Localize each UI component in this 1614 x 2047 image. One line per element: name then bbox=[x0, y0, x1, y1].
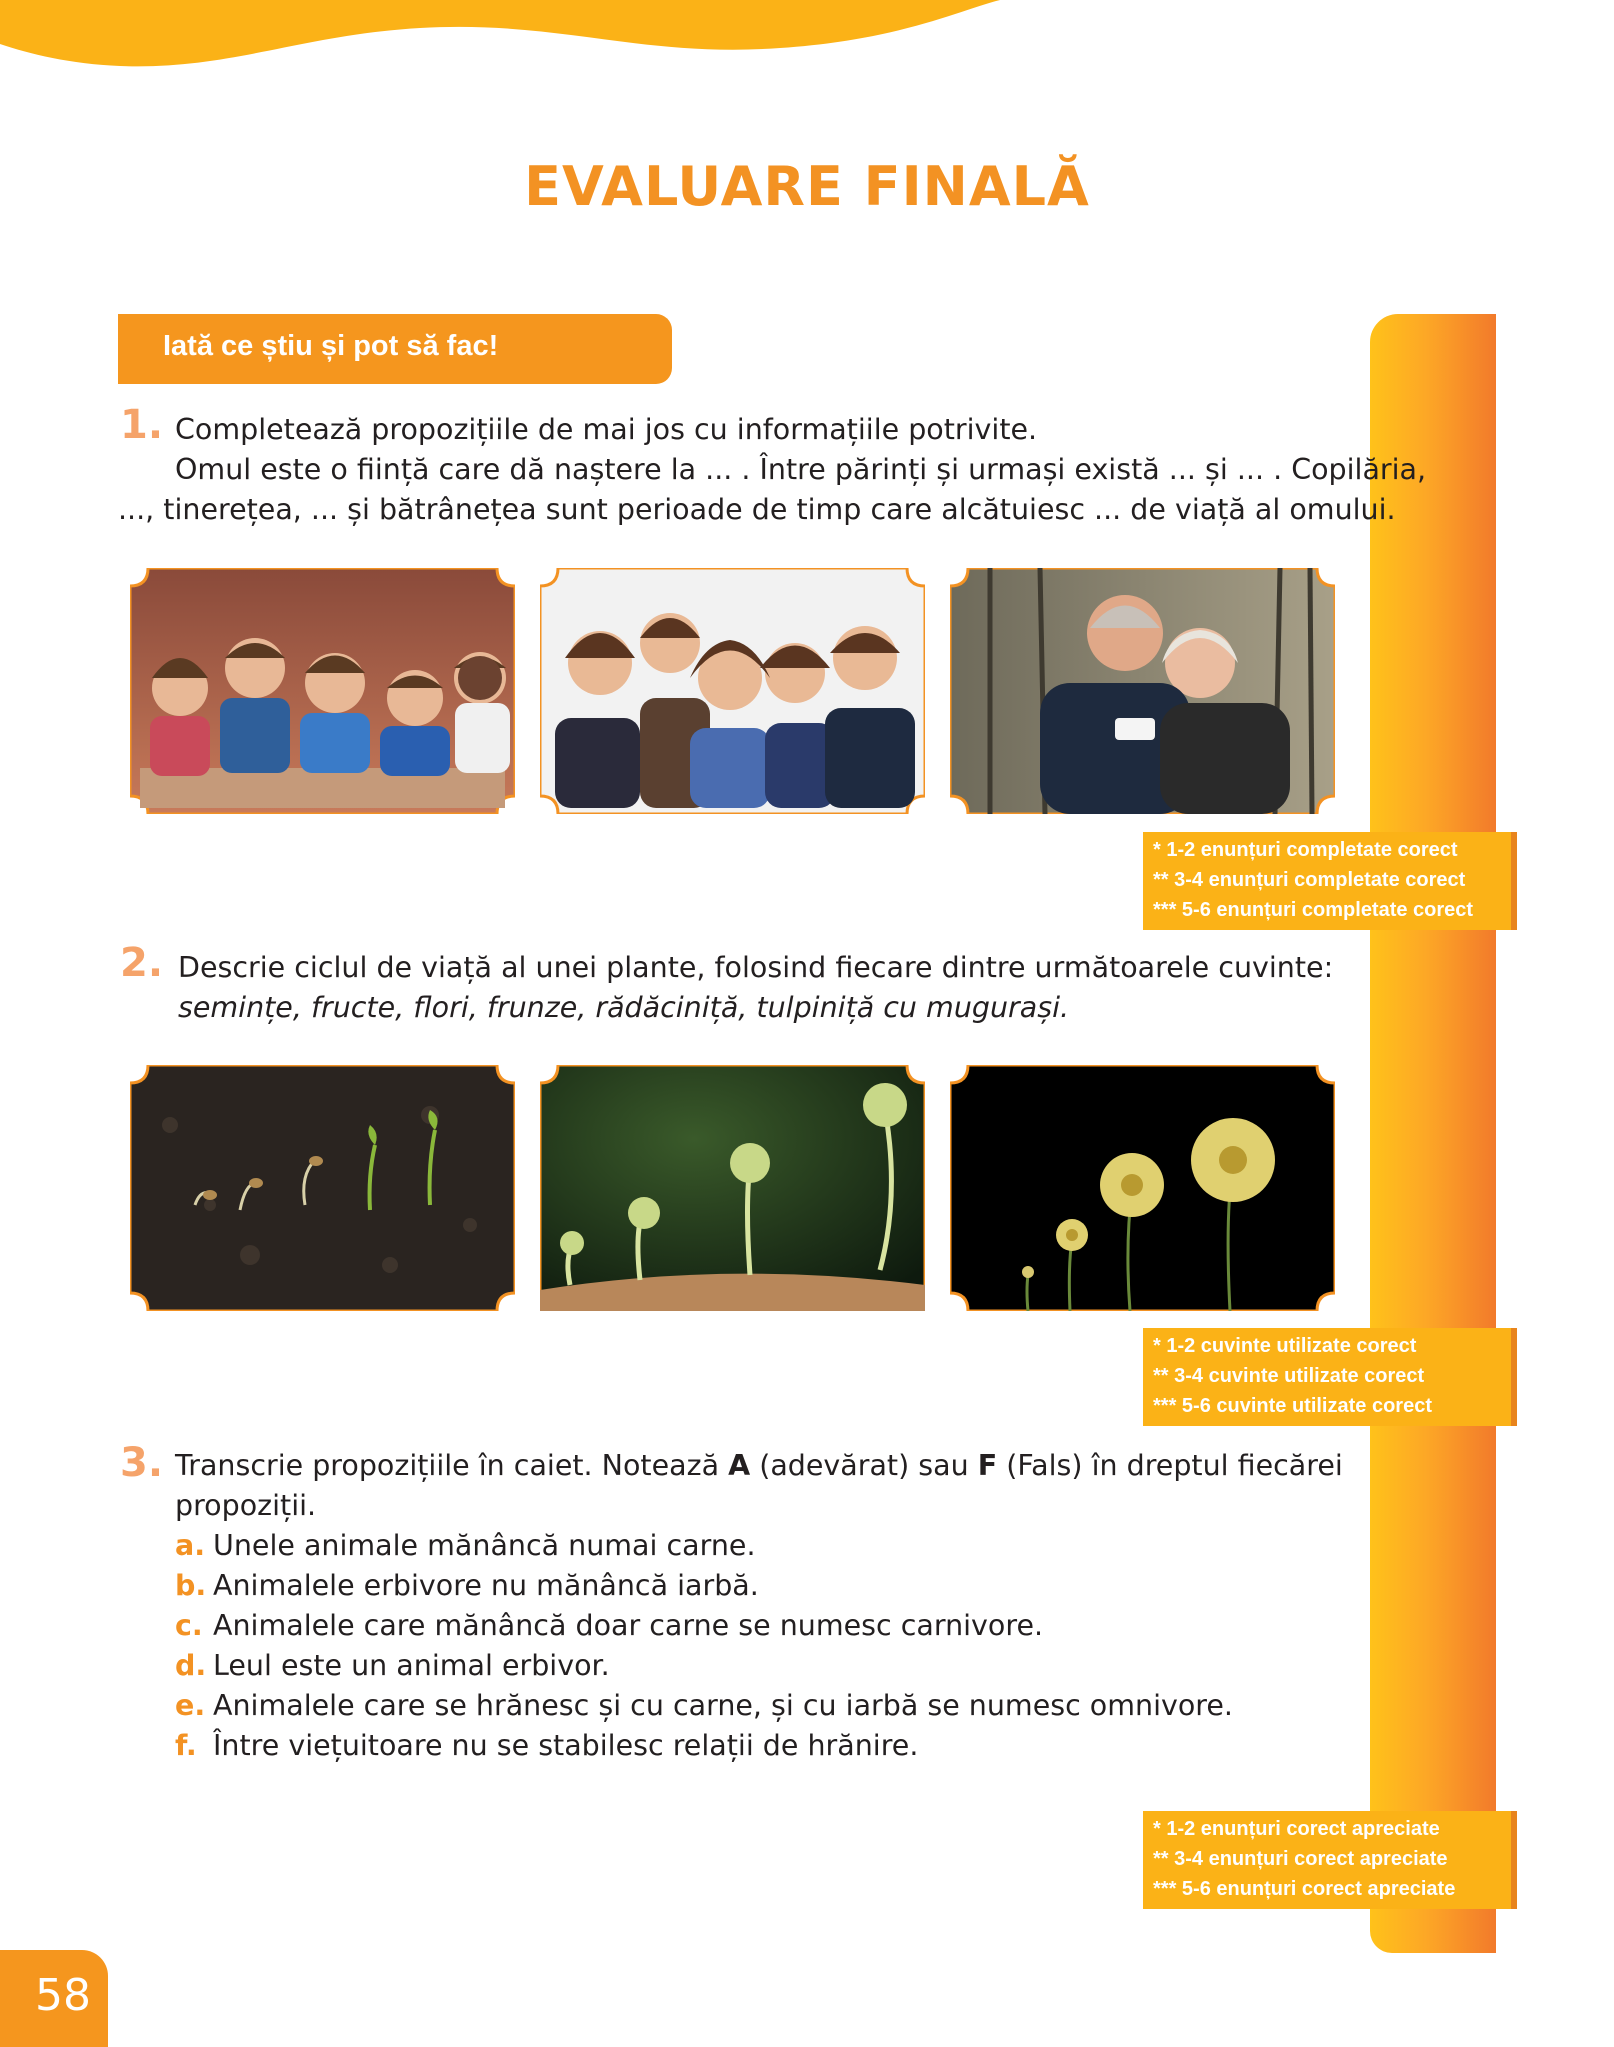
photo-seeds-sprouting bbox=[130, 1065, 515, 1311]
question-1-line-2: Omul este o ființă care dă naștere la ... . Între părinți și urmași există ... și ... . Copilăria, bbox=[175, 453, 1427, 486]
question-2-line-2: semințe, fructe, flori, frunze, rădăciniță, tulpiniță cu mugurași. bbox=[178, 991, 1070, 1024]
score-box-1 bbox=[1143, 832, 1513, 930]
photo-flowers-blooming bbox=[950, 1065, 1335, 1311]
section-label: Iată ce știu și pot să fac! bbox=[163, 330, 499, 362]
question-3-line-1: Transcrie propozițiile în caiet. Notează A (adevărat) sau F (Fals) în dreptul fiecărei bbox=[175, 1449, 1343, 1482]
section-tab bbox=[118, 314, 672, 384]
score-line: ** 3-4 enunțuri corect apreciate bbox=[1153, 1848, 1448, 1870]
side-bar-decoration bbox=[1370, 314, 1496, 1953]
score-line: ** 3-4 cuvinte utilizate corect bbox=[1153, 1365, 1425, 1387]
score-line: ** 3-4 enunțuri completate corect bbox=[1153, 869, 1466, 891]
list-item: f. Între viețuitoare nu se stabilesc relații de hrănire. bbox=[175, 1729, 919, 1762]
question-2-number: 2. bbox=[120, 940, 164, 986]
list-item: d. Leul este un animal erbivor. bbox=[175, 1649, 610, 1682]
list-item: c. Animalele care mănâncă doar carne se numesc carnivore. bbox=[175, 1609, 1044, 1642]
list-item: b. Animalele erbivore nu mănâncă iarbă. bbox=[175, 1569, 759, 1602]
question-1-line-3: ..., tinerețea, ... și bătrânețea sunt perioade de timp care alcătuiesc ... de viață al omului. bbox=[118, 493, 1396, 526]
top-wave-decoration bbox=[0, 0, 1000, 75]
question-3-line-2: propoziții. bbox=[175, 1489, 317, 1522]
photo-elderly-couple bbox=[950, 568, 1335, 814]
score-box-2 bbox=[1143, 1328, 1513, 1426]
photo-children bbox=[130, 568, 515, 814]
score-line: *** 5-6 cuvinte utilizate corect bbox=[1153, 1395, 1432, 1417]
photo-seedlings-growing bbox=[540, 1065, 925, 1311]
list-item: a. Unele animale mănâncă numai carne. bbox=[175, 1529, 756, 1562]
score-line: * 1-2 enunțuri corect apreciate bbox=[1153, 1818, 1440, 1840]
page-number: 58 bbox=[35, 1970, 91, 2021]
question-1-line-1: Completează propozițiile de mai jos cu informațiile potrivite. bbox=[175, 413, 1038, 446]
list-item: e. Animalele care se hrănesc și cu carne, și cu iarbă se numesc omnivore. bbox=[175, 1689, 1233, 1722]
question-3-number: 3. bbox=[120, 1440, 164, 1486]
score-line: *** 5-6 enunțuri completate corect bbox=[1153, 899, 1474, 921]
score-box-3 bbox=[1143, 1811, 1513, 1909]
score-line: * 1-2 enunțuri completate corect bbox=[1153, 839, 1458, 861]
photo-teenagers bbox=[540, 568, 925, 814]
score-line: *** 5-6 enunțuri corect apreciate bbox=[1153, 1878, 1456, 1900]
score-line: * 1-2 cuvinte utilizate corect bbox=[1153, 1335, 1417, 1357]
question-1-number: 1. bbox=[120, 402, 164, 448]
page-title: EVALUARE FINALĂ bbox=[524, 155, 1090, 218]
question-2-line-1: Descrie ciclul de viață al unei plante, folosind fiecare dintre următoarele cuvinte: bbox=[178, 951, 1334, 984]
page-number-badge bbox=[0, 1950, 108, 2047]
